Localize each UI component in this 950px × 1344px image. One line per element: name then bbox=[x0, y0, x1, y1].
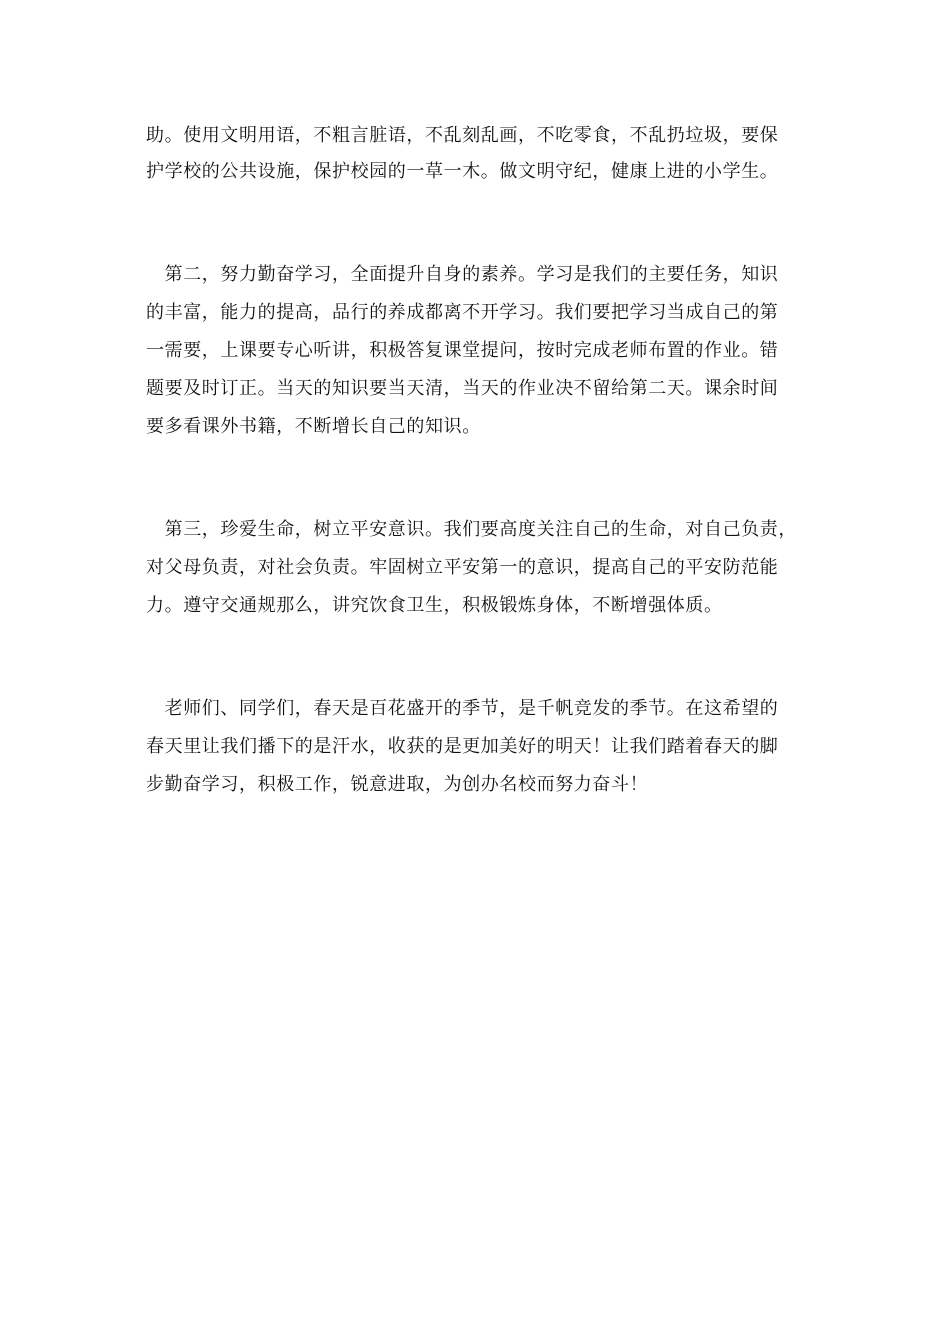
text-line: 步勤奋学习，积极工作，锐意进取，为创办名校而努力奋斗！ bbox=[146, 774, 649, 795]
text-line: 第二，努力勤奋学习，全面提升自身的素养。学习是我们的主要任务，知识 bbox=[146, 264, 779, 285]
text-line: 要多看课外书籍，不断增长自己的知识。 bbox=[146, 416, 481, 437]
text-line: 力。遵守交通规那么，讲究饮食卫生，积极锻炼身体，不断增强体质。 bbox=[146, 595, 723, 616]
text-line: 一需要，上课要专心听讲，积极答复课堂提问，按时完成老师布置的作业。错 bbox=[146, 340, 779, 361]
text-line: 护学校的公共设施，保护校园的一草一木。做文明守纪，健康上进的小学生。 bbox=[146, 161, 779, 182]
text-line: 助。使用文明用语，不粗言脏语，不乱刻乱画，不吃零食，不乱扔垃圾，要保 bbox=[146, 125, 779, 146]
text-line: 的丰富，能力的提高，品行的养成都离不开学习。我们要把学习当成自己的第 bbox=[146, 302, 779, 323]
text-line: 第三，珍爱生命，树立平安意识。我们要高度关注自己的生命，对自己负责， bbox=[146, 519, 797, 540]
text-line: 题要及时订正。当天的知识要当天清，当天的作业决不留给第二天。课余时间 bbox=[146, 378, 779, 399]
text-line: 对父母负责，对社会负责。牢固树立平安第一的意识，提高自己的平安防范能 bbox=[146, 557, 779, 578]
text-line: 春天里让我们播下的是汗水，收获的是更加美好的明天！让我们踏着春天的脚 bbox=[146, 736, 779, 757]
text-line: 老师们、同学们，春天是百花盛开的季节，是千帆竞发的季节。在这希望的 bbox=[146, 698, 779, 719]
